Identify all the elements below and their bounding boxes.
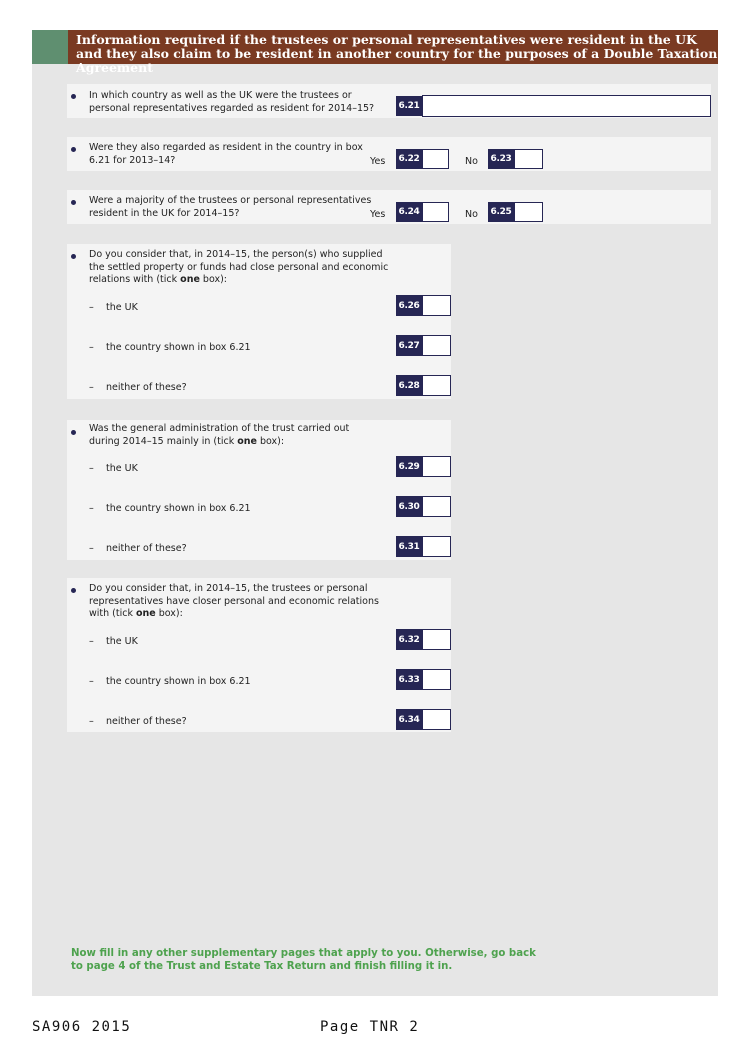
option-label: the UK <box>106 636 138 647</box>
tickbox-6-29[interactable] <box>422 456 451 477</box>
option-label: the country shown in box 6.21 <box>106 342 251 353</box>
dash: – <box>89 676 94 687</box>
box-number-6-29: 6.29 <box>396 456 422 477</box>
box-number-6-32: 6.32 <box>396 629 422 650</box>
question-text: Were they also regarded as resident in the country in box 6.21 for 2013–14? <box>89 142 363 166</box>
box-number-6-26: 6.26 <box>396 295 422 316</box>
box-number-6-34: 6.34 <box>396 709 422 730</box>
tickbox-6-31[interactable] <box>422 536 451 557</box>
tickbox-6-32[interactable] <box>422 629 451 650</box>
bullet-icon <box>71 588 76 593</box>
option-label: the UK <box>106 463 138 474</box>
bullet-icon <box>71 200 76 205</box>
bullet-icon <box>71 254 76 259</box>
option-label: the country shown in box 6.21 <box>106 503 251 514</box>
no-label: No <box>465 156 478 167</box>
section-marker <box>32 30 68 64</box>
box-number-6-24: 6.24 <box>396 202 422 222</box>
bullet-icon <box>71 430 76 435</box>
tickbox-6-28[interactable] <box>422 375 451 396</box>
box-number-6-22: 6.22 <box>396 149 422 169</box>
box-number-6-25: 6.25 <box>488 202 514 222</box>
yes-tickbox-6-22[interactable] <box>422 149 449 169</box>
question-row-6-21 <box>67 84 711 118</box>
tickbox-6-30[interactable] <box>422 496 451 517</box>
tickbox-6-26[interactable] <box>422 295 451 316</box>
bullet-icon <box>71 147 76 152</box>
question-text: Was the general administration of the trust carried out during 2014–15 mainly in (tick one box): <box>89 423 350 447</box>
box-number-6-30: 6.30 <box>396 496 422 517</box>
question-text: In which country as well as the UK were the trustees or personal representatives regarded as resident for 2014–15? <box>89 90 375 114</box>
question-text: Were a majority of the trustees or personal representatives resident in the UK for 2014–15? <box>89 195 372 219</box>
question-text: Do you consider that, in 2014–15, the trustees or personal representatives have closer personal and economic relations with (tick one box): <box>89 583 379 620</box>
question-row-6-22 <box>67 137 711 171</box>
dash: – <box>89 302 94 313</box>
option-label: neither of these? <box>106 716 187 727</box>
bullet-icon <box>71 94 76 99</box>
tickbox-6-27[interactable] <box>422 335 451 356</box>
option-label: the country shown in box 6.21 <box>106 676 251 687</box>
option-label: the UK <box>106 302 138 313</box>
yes-label: Yes <box>370 156 386 167</box>
form-code: SA906 2015 <box>32 1019 132 1035</box>
box-number-6-33: 6.33 <box>396 669 422 690</box>
yes-tickbox-6-24[interactable] <box>422 202 449 222</box>
box-number-6-21: 6.21 <box>396 96 422 116</box>
dash: – <box>89 503 94 514</box>
option-label: neither of these? <box>106 543 187 554</box>
question-block-6-32 <box>67 578 451 732</box>
dash: – <box>89 636 94 647</box>
box-number-6-28: 6.28 <box>396 375 422 396</box>
box-number-6-27: 6.27 <box>396 335 422 356</box>
question-block-6-26 <box>67 244 451 399</box>
no-tickbox-6-25[interactable] <box>514 202 543 222</box>
question-text: Do you consider that, in 2014–15, the person(s) who supplied the settled property or funds had close personal and economic relations with (tick one box): <box>89 249 389 286</box>
section-header: Information required if the trustees or personal representatives were resident in the UK and they also claim to be resident in another country for the purposes of a Double Taxation Agreement <box>68 30 718 64</box>
tickbox-6-34[interactable] <box>422 709 451 730</box>
dash: – <box>89 543 94 554</box>
page-label: Page TNR 2 <box>320 1019 420 1035</box>
instruction-note: Now fill in any other supplementary pages that apply to you. Otherwise, go back to page 4 of the Trust and Estate Tax Return and finish filling it in. <box>71 948 536 973</box>
country-input-6-21[interactable] <box>422 95 711 117</box>
dash: – <box>89 342 94 353</box>
box-number-6-23: 6.23 <box>488 149 514 169</box>
yes-label: Yes <box>370 209 386 220</box>
no-label: No <box>465 209 478 220</box>
option-label: neither of these? <box>106 382 187 393</box>
dash: – <box>89 382 94 393</box>
question-block-6-29 <box>67 420 451 560</box>
box-number-6-31: 6.31 <box>396 536 422 557</box>
dash: – <box>89 716 94 727</box>
tickbox-6-33[interactable] <box>422 669 451 690</box>
no-tickbox-6-23[interactable] <box>514 149 543 169</box>
question-row-6-24 <box>67 190 711 224</box>
dash: – <box>89 463 94 474</box>
